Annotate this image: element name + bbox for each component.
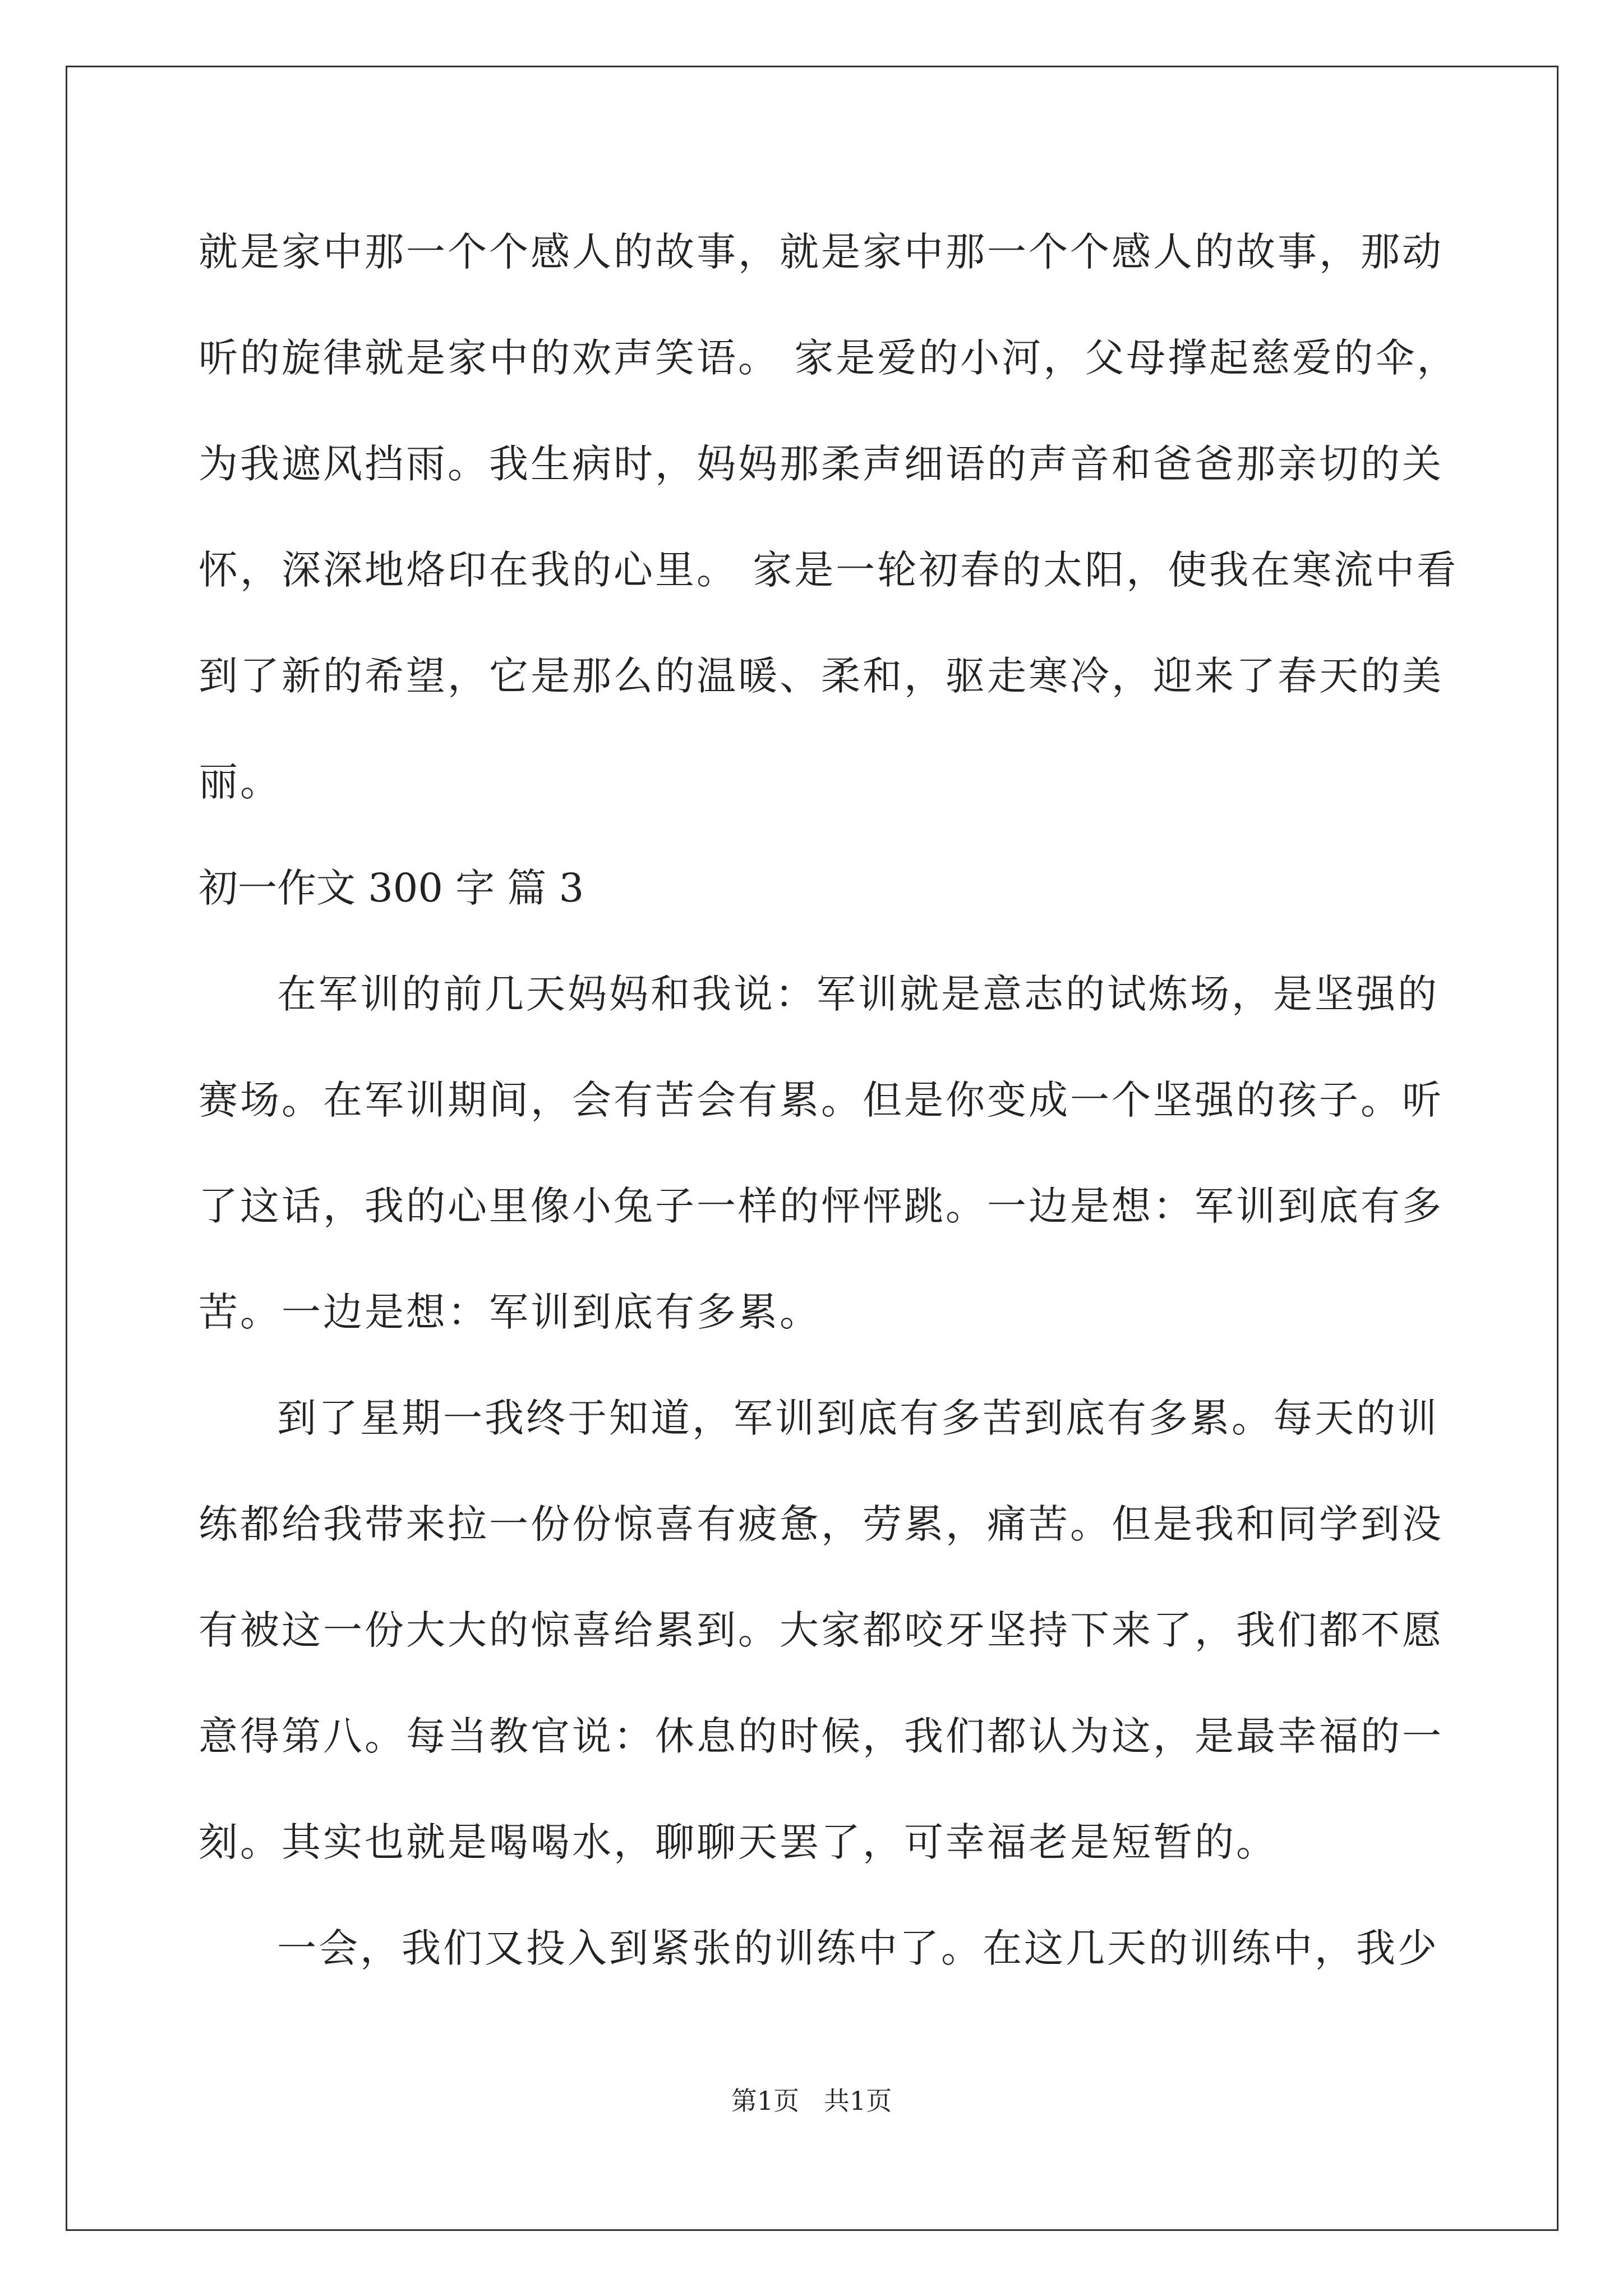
section-heading: 初一作文 300 字 篇 3 [199,865,584,911]
body-text-line: 到了星期一我终于知道，军训到底有多苦到底有多累。每天的训 [277,1395,1439,1441]
body-text-line: 意得第八。每当教官说：休息的时候，我们都认为这，是最幸福的一 [199,1713,1444,1759]
body-text-line: 听的旋律就是家中的欢声笑语。 家是爱的小河，父母撑起慈爱的伞， [199,335,1459,381]
body-text-line: 到了新的希望，它是那么的温暖、柔和，驱走寒冷，迎来了春天的美 [199,653,1444,699]
body-text-line: 丽。 [199,759,282,805]
body-text-line: 了这话，我的心里像小兔子一样的怦怦跳。一边是想：军训到底有多 [199,1183,1444,1229]
body-text-line: 在军训的前几天妈妈和我说：军训就是意志的试炼场，是坚强的 [277,971,1439,1017]
page-footer: 第1页 共1页 [731,2086,892,2116]
body-text-line: 练都给我带来拉一份份惊喜有疲惫，劳累，痛苦。但是我和同学到没 [199,1501,1444,1547]
body-text-line: 赛场。在军训期间，会有苦会有累。但是你变成一个坚强的孩子。听 [199,1077,1444,1123]
body-text-line: 一会，我们又投入到紧张的训练中了。在这几天的训练中，我少 [277,1925,1439,1971]
body-text-line: 苦。一边是想：军训到底有多累。 [199,1289,821,1335]
body-text-line: 有被这一份大大的惊喜给累到。大家都咬牙坚持下来了，我们都不愿 [199,1607,1444,1653]
page-border [66,66,1559,2231]
body-text-line: 刻。其实也就是喝喝水，聊聊天罢了，可幸福老是短暂的。 [199,1819,1278,1865]
body-text-line: 就是家中那一个个感人的故事，就是家中那一个个感人的故事，那动 [199,229,1444,275]
body-text-line: 怀，深深地烙印在我的心里。 家是一轮初春的太阳，使我在寒流中看 [199,547,1459,593]
body-text-line: 为我遮风挡雨。我生病时，妈妈那柔声细语的声音和爸爸那亲切的关 [199,441,1444,487]
